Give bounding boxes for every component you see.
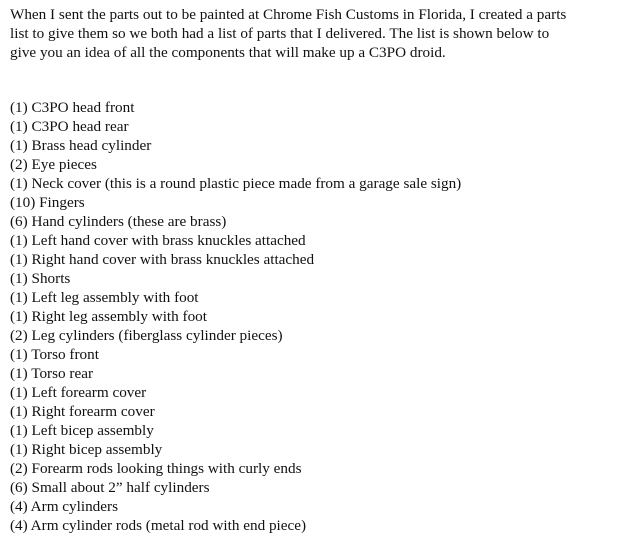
list-item: (1) C3PO head rear: [10, 118, 129, 135]
list-item: (1) Right forearm cover: [10, 403, 155, 420]
parts-list: [10, 98, 461, 535]
list-item: (1) C3PO head front: [10, 99, 135, 116]
list-item: (6) Small about 2” half cylinders: [10, 479, 210, 496]
list-item: (4) Arm cylinders: [10, 498, 118, 515]
document-page: [10, 5, 615, 534]
list-item: (2) Forearm rods looking things with curly ends: [10, 460, 302, 477]
list-item: (4) Arm cylinder rods (metal rod with end piece): [10, 517, 307, 534]
list-item: (6) Hand cylinders (these are brass): [10, 213, 227, 230]
list-item: (1) Left leg assembly with foot: [10, 289, 199, 306]
list-item: (2) Leg cylinders (fiberglass cylinder pieces): [10, 327, 283, 344]
list-item: (1) Right bicep assembly: [10, 441, 163, 458]
list-item: (10) Fingers: [10, 194, 85, 211]
list-item: (1) Right hand cover with brass knuckles attached: [10, 251, 315, 268]
list-item: (1) Left forearm cover: [10, 384, 147, 401]
intro-paragraph: When I sent the parts out to be painted at Chrome Fish Customs in Florida, I created a parts list to give them so we both had a list of parts that I delivered. The list is shown below to give you an idea of all the components that will make up a C3PO droid.: [10, 6, 567, 61]
list-item: (2) Eye pieces: [10, 156, 97, 173]
list-item: (1) Left hand cover with brass knuckles attached: [10, 232, 306, 249]
list-item: (1) Torso front: [10, 346, 99, 363]
list-item: (1) Right leg assembly with foot: [10, 308, 207, 325]
list-item: (1) Torso rear: [10, 365, 93, 382]
list-item: (1) Shorts: [10, 270, 71, 287]
list-item: (1) Brass head cylinder: [10, 137, 152, 154]
list-item: (1) Left bicep assembly: [10, 422, 154, 439]
list-item: (1) Neck cover (this is a round plastic piece made from a garage sale sign): [10, 175, 462, 192]
